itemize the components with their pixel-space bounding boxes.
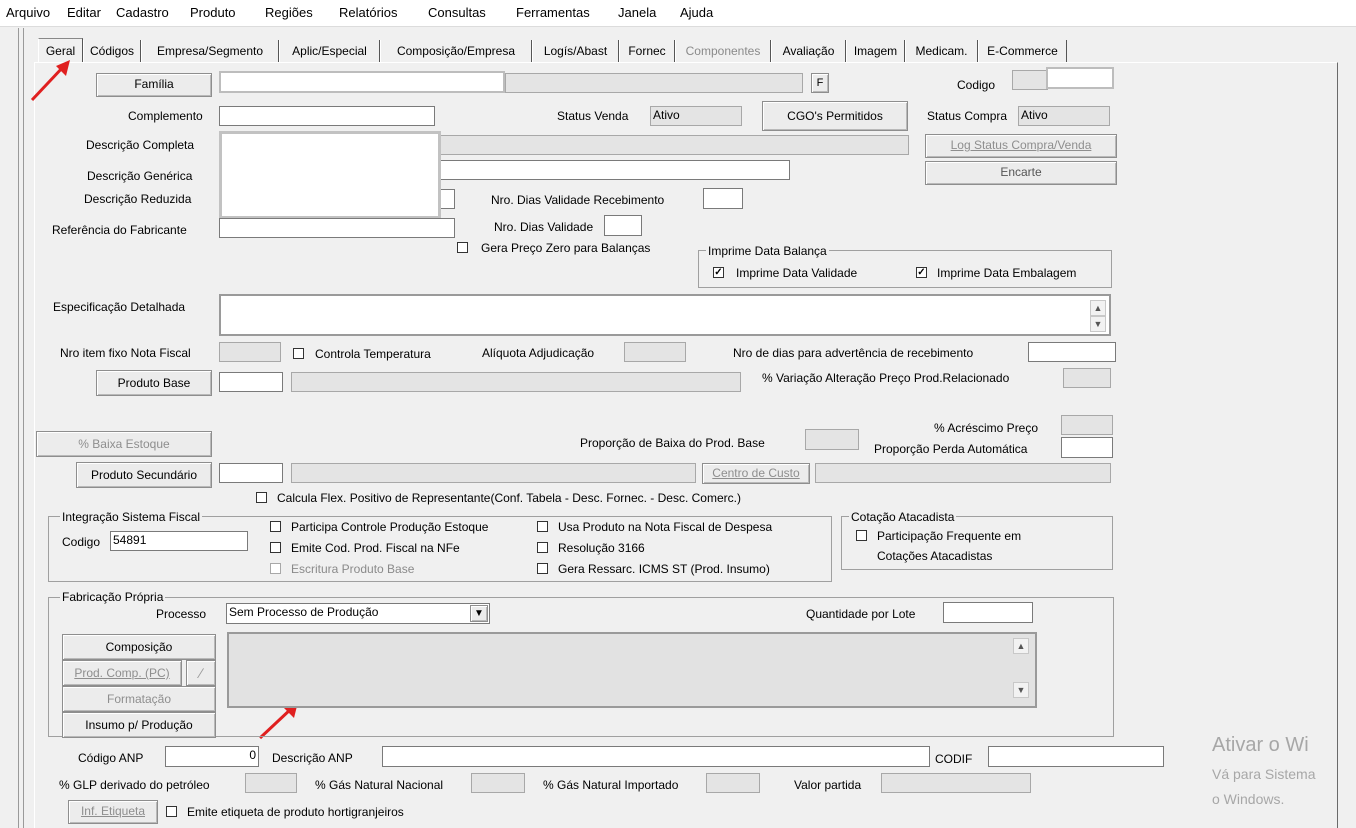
gera-preco-zero-checkbox[interactable] — [457, 242, 468, 253]
participacao-frequente-checkbox[interactable] — [856, 530, 867, 541]
familia-description-field — [505, 73, 803, 93]
acrescimo-preco-field — [1061, 415, 1113, 435]
dias-validade-recebimento-label: Nro. Dias Validade Recebimento — [491, 193, 665, 207]
annotation-arrow-icon — [26, 56, 76, 106]
gera-ressarc-checkbox[interactable] — [537, 563, 548, 574]
participa-controle-label: Participa Controle Produção Estoque — [291, 520, 489, 534]
menu-consultas[interactable]: Consultas — [428, 5, 486, 20]
proporcao-perda-input[interactable] — [1061, 437, 1113, 458]
proporcao-baixa-label: Proporção de Baixa do Prod. Base — [580, 436, 765, 450]
controla-temperatura-label: Controla Temperatura — [315, 347, 431, 361]
acrescimo-preco-label: % Acréscimo Preço — [934, 421, 1039, 435]
menu-ajuda[interactable]: Ajuda — [680, 5, 714, 20]
menu-regioes[interactable]: Regiões — [265, 5, 313, 20]
codif-input[interactable] — [988, 746, 1164, 767]
tab-codigos[interactable]: Códigos — [83, 40, 141, 62]
tab-ecommerce[interactable]: E-Commerce — [978, 40, 1067, 62]
emite-cod-label: Emite Cod. Prod. Fiscal na NFe — [291, 541, 460, 555]
inf-etiqueta-button: Inf. Etiqueta — [68, 800, 158, 824]
codif-label: CODIF — [935, 752, 973, 766]
codigo-input[interactable] — [1046, 67, 1114, 89]
pencil-icon: ∕ — [186, 660, 216, 686]
nro-item-fixo-label: Nro item fixo Nota Fiscal — [60, 346, 191, 360]
produto-base-description-field — [291, 372, 741, 392]
status-compra-field: Ativo — [1018, 106, 1110, 126]
resolucao-checkbox[interactable] — [537, 542, 548, 553]
redacted-description-box — [219, 131, 441, 219]
scroll-down-icon[interactable]: ▼ — [1090, 316, 1106, 332]
codigo-label: Codigo — [957, 78, 996, 92]
gas-importado-field — [706, 773, 760, 793]
imprime-data-balanca-title: Imprime Data Balança — [708, 244, 827, 258]
imprime-data-validade-label: Imprime Data Validade — [736, 266, 858, 280]
composicao-list[interactable] — [227, 632, 1037, 708]
proporcao-baixa-field — [805, 429, 859, 450]
dias-validade-recebimento-input[interactable] — [703, 188, 743, 209]
fabricacao-propria-title: Fabricação Própria — [62, 590, 164, 604]
referencia-fabricante-input[interactable] — [219, 218, 455, 238]
scroll-down-icon[interactable]: ▼ — [1013, 682, 1029, 698]
imprime-data-embalagem-checkbox[interactable]: ✓ — [917, 267, 926, 278]
codigo-anp-label: Código ANP — [78, 751, 144, 765]
variacao-preco-field — [1063, 368, 1111, 388]
gas-importado-label: % Gás Natural Importado — [543, 778, 679, 792]
centro-custo-button: Centro de Custo — [702, 463, 810, 484]
descricao-generica-label: Descrição Genérica — [87, 169, 193, 183]
status-venda-label: Status Venda — [557, 109, 629, 123]
activation-watermark-line3: o Windows. — [1212, 791, 1285, 807]
escritura-checkbox — [270, 563, 281, 574]
participacao-frequente-label-2: Cotações Atacadistas — [877, 549, 993, 563]
gas-nacional-label: % Gás Natural Nacional — [315, 778, 444, 792]
dias-validade-label: Nro. Dias Validade — [494, 220, 594, 234]
tab-empresa-segmento[interactable]: Empresa/Segmento — [141, 40, 279, 62]
tab-aplic-especial[interactable]: Aplic/Especial — [279, 40, 380, 62]
quantidade-lote-input[interactable] — [943, 602, 1033, 623]
emite-etiqueta-checkbox[interactable] — [166, 806, 177, 817]
familia-code-input[interactable] — [219, 71, 505, 93]
usa-produto-checkbox[interactable] — [537, 521, 548, 532]
calcula-flex-checkbox[interactable] — [256, 492, 267, 503]
processo-select[interactable]: Sem Processo de Produção — [226, 603, 490, 624]
descricao-reduzida-label: Descrição Reduzida — [84, 192, 192, 206]
produto-secundario-code-input[interactable] — [219, 463, 283, 483]
formatacao-button: Formatação — [62, 686, 216, 712]
tab-logis-abast[interactable]: Logís/Abast — [532, 40, 619, 62]
integracao-codigo-label: Codigo — [62, 535, 101, 549]
controla-temperatura-checkbox[interactable] — [293, 348, 304, 359]
cgo-permitidos-button[interactable]: CGO's Permitidos — [762, 101, 908, 131]
tab-componentes: Componentes — [675, 40, 771, 62]
complemento-label: Complemento — [128, 109, 203, 123]
centro-custo-field — [815, 463, 1111, 483]
glp-field — [245, 773, 297, 793]
status-venda-field: Ativo — [650, 106, 742, 126]
cotacao-atacadista-title: Cotação Atacadista — [851, 510, 955, 524]
resolucao-label: Resolução 3166 — [558, 541, 645, 555]
participa-controle-checkbox[interactable] — [270, 521, 281, 532]
complemento-input[interactable] — [219, 106, 435, 126]
processo-label: Processo — [156, 607, 207, 621]
especificacao-detalhada-textarea[interactable] — [219, 294, 1111, 336]
integracao-codigo-input[interactable]: 54891 — [110, 531, 248, 551]
valor-partida-field — [881, 773, 1031, 793]
aliquota-adjudicacao-label: Alíquota Adjudicação — [482, 346, 595, 360]
descricao-completa-label: Descrição Completa — [86, 138, 195, 152]
gera-ressarc-label: Gera Ressarc. ICMS ST (Prod. Insumo) — [558, 562, 770, 576]
encarte-button[interactable]: Encarte — [925, 161, 1117, 185]
tab-composicao-empresa[interactable]: Composição/Empresa — [380, 40, 532, 62]
escritura-label: Escritura Produto Base — [291, 562, 415, 576]
referencia-fabricante-label: Referência do Fabricante — [52, 223, 187, 237]
imprime-data-validade-checkbox[interactable]: ✓ — [714, 267, 723, 278]
calcula-flex-label: Calcula Flex. Positivo de Representante(Conf. Tabela - Desc. Fornec. - Desc. Comerc.) — [277, 491, 741, 505]
especificacao-detalhada-label: Especificação Detalhada — [53, 300, 186, 314]
integracao-fiscal-title: Integração Sistema Fiscal — [62, 510, 201, 524]
nro-item-fixo-field — [219, 342, 281, 362]
menu-cadastro[interactable]: Cadastro — [116, 5, 169, 20]
gas-nacional-field — [471, 773, 525, 793]
descricao-anp-label: Descrição ANP — [272, 751, 353, 765]
insumo-producao-button[interactable]: Insumo p/ Produção — [62, 712, 216, 738]
status-compra-label: Status Compra — [927, 109, 1008, 123]
f-button[interactable]: F — [811, 73, 829, 93]
produto-base-code-input[interactable] — [219, 372, 283, 392]
variacao-preco-label: % Variação Alteração Preço Prod.Relacionado — [762, 371, 1010, 385]
dias-validade-input[interactable] — [604, 215, 642, 236]
tab-medicam[interactable]: Medicam. — [905, 40, 978, 62]
activation-watermark-line2: Vá para Sistema — [1212, 766, 1316, 782]
glp-label: % GLP derivado do petróleo — [59, 778, 210, 792]
activation-watermark-title: Ativar o Wi — [1212, 734, 1309, 756]
codigo-prefix-field — [1012, 70, 1048, 90]
produto-secundario-button[interactable]: Produto Secundário — [76, 462, 212, 488]
scroll-up-icon[interactable]: ▲ — [1090, 300, 1106, 316]
menu-relatorios[interactable]: Relatórios — [339, 5, 398, 20]
prod-comp-button: Prod. Comp. (PC) — [62, 660, 182, 686]
window-frame-left — [18, 28, 24, 828]
proporcao-perda-label: Proporção Perda Automática — [874, 442, 1028, 456]
tab-fornec[interactable]: Fornec — [619, 40, 675, 62]
usa-produto-label: Usa Produto na Nota Fiscal de Despesa — [558, 520, 773, 534]
nro-dias-advertencia-input[interactable] — [1028, 342, 1116, 362]
menu-ferramentas[interactable]: Ferramentas — [516, 5, 590, 20]
chevron-down-icon[interactable]: ▼ — [470, 605, 488, 622]
nro-dias-advertencia-label: Nro de dias para advertência de recebimento — [733, 346, 974, 360]
menu-bar — [0, 0, 1356, 27]
log-status-button[interactable]: Log Status Compra/Venda — [925, 134, 1117, 158]
menu-arquivo[interactable]: Arquivo — [6, 5, 51, 20]
aliquota-adjudicacao-field — [624, 342, 686, 362]
tab-geral[interactable]: Geral — [38, 38, 83, 62]
gera-preco-zero-label: Gera Preço Zero para Balanças — [481, 241, 651, 255]
imprime-data-embalagem-label: Imprime Data Embalagem — [937, 266, 1077, 280]
tab-imagem[interactable]: Imagem — [846, 40, 905, 62]
produto-base-button[interactable]: Produto Base — [96, 370, 212, 396]
tab-avaliacao[interactable]: Avaliação — [771, 40, 846, 62]
participacao-frequente-label: Participação Frequente em — [877, 529, 1022, 543]
composicao-button[interactable]: Composição — [62, 634, 216, 660]
baixa-estoque-button: % Baixa Estoque — [36, 431, 212, 457]
emite-etiqueta-label: Emite etiqueta de produto hortigranjeiros — [187, 805, 404, 819]
scroll-up-icon[interactable]: ▲ — [1013, 638, 1029, 654]
menu-janela[interactable]: Janela — [618, 5, 657, 20]
familia-button[interactable]: Família — [96, 73, 212, 97]
emite-cod-checkbox[interactable] — [270, 542, 281, 553]
quantidade-lote-label: Quantidade por Lote — [806, 607, 916, 621]
produto-secundario-description-field — [291, 463, 696, 483]
valor-partida-label: Valor partida — [794, 778, 862, 792]
menu-editar[interactable]: Editar — [67, 5, 101, 20]
descricao-anp-input[interactable] — [382, 746, 930, 767]
codigo-anp-input[interactable]: 0 — [165, 746, 259, 767]
menu-produto[interactable]: Produto — [190, 5, 236, 20]
